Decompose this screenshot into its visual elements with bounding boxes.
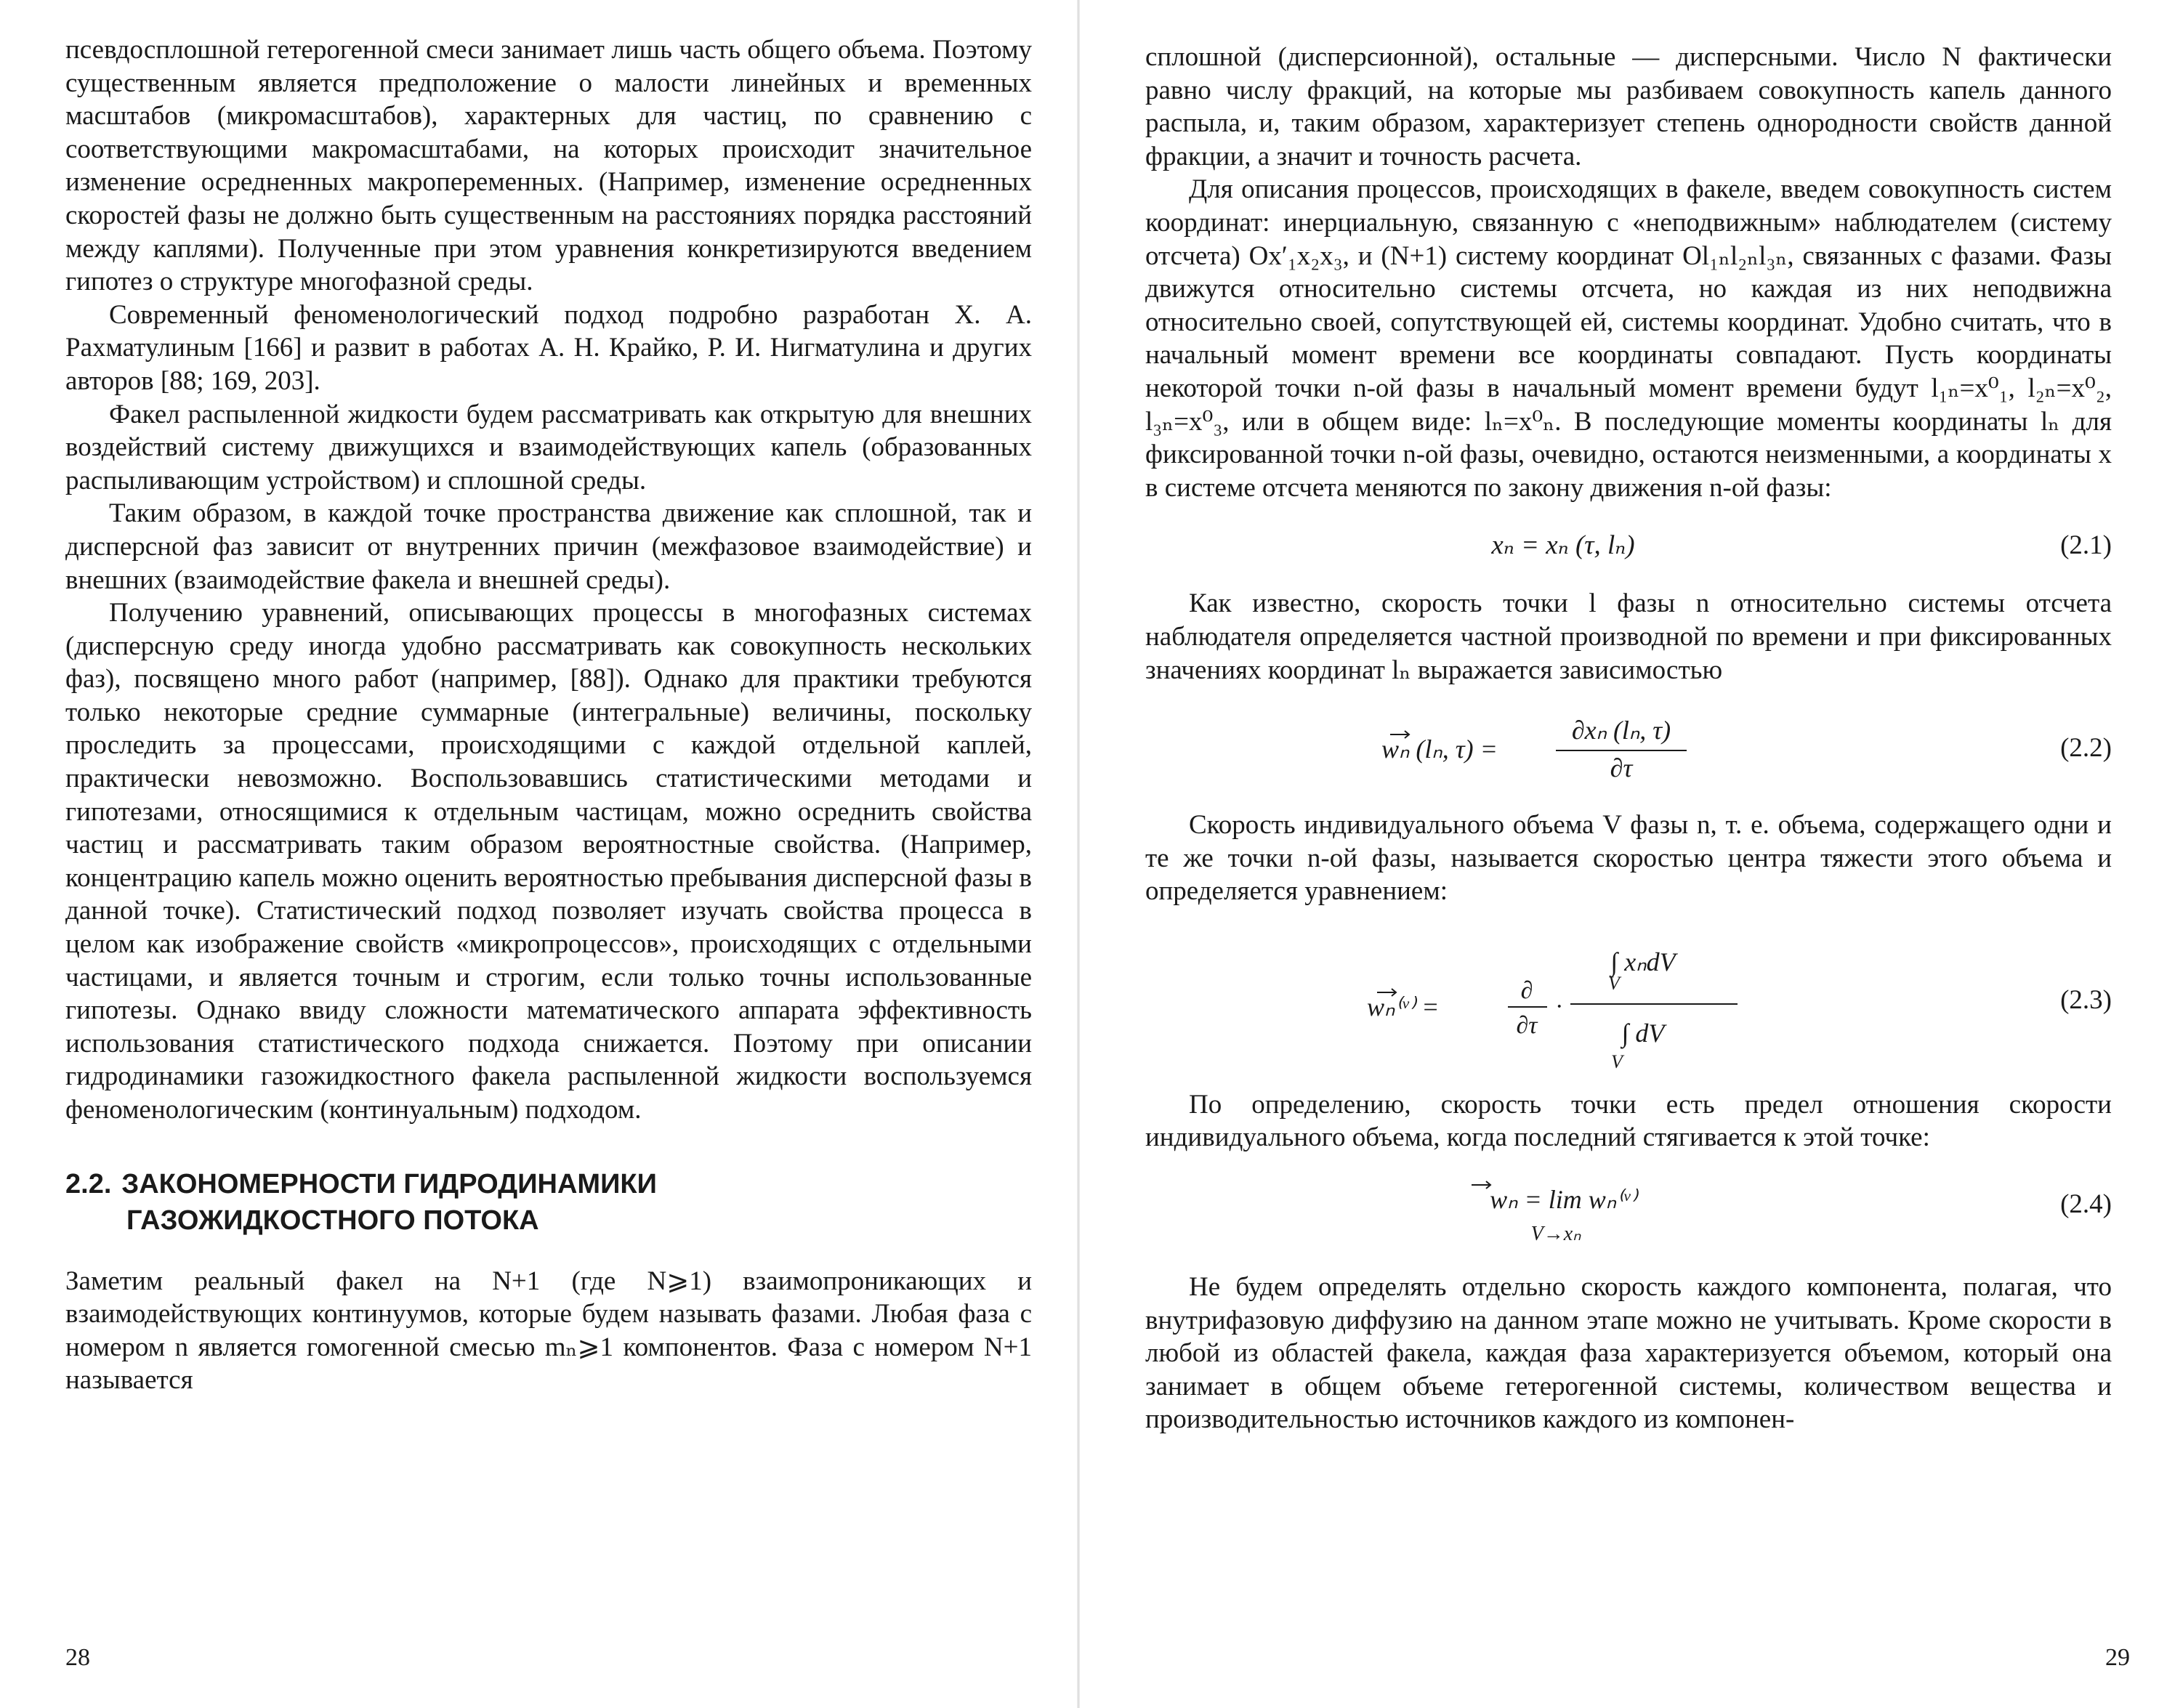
left-page-text (65, 33, 1032, 1397)
equation-2-4-graphic (1418, 1169, 1708, 1249)
equation-number: (2.3) (2060, 984, 2112, 1015)
equation-number: (2.2) (2060, 733, 2112, 764)
paragraph: Как известно, скорость точки l фазы n относительно системы отсчета наблюдателя определяется частной производной по времени и при фиксированных значениях координат lₙ выражается зависимостью (1145, 588, 2112, 685)
operator-denominator: ∂τ (1516, 1011, 1538, 1039)
section-heading (65, 1166, 1032, 1239)
paragraph: сплошной (дисперсионной), остальные — дисперсными. Число N фактически равно числу фракций, на которые мы разбиваем совокупность капель данного распыла, и, таким образом, характеризует степень однородности свойств данной фракции, а значит и точность расчета. (1145, 42, 2112, 171)
equation-2-2 (1145, 713, 2112, 782)
section-number: 2.2. (65, 1168, 112, 1199)
paragraph: Современный феноменологический подход подробно разработан Х. А. Рахматулиным [166] и развит в работах А. Н. Крайко, Р. И. Нигматулина и других авторов [88; 169, 203]. (65, 299, 1032, 396)
left-page (0, 0, 1079, 1708)
equation-body: xₙ = xₙ (τ, lₙ) (1491, 530, 1635, 561)
equation-number: (2.1) (2060, 530, 2112, 561)
equation-2-4 (1145, 1169, 2112, 1249)
equation-number: (2.4) (2060, 1189, 2112, 1220)
paragraph: Получению уравнений, описывающих процессы в многофазных системах (дисперсную среду иногда удобно рассматривать как совокупность нескольких фаз), посвящено много работ (например, [88]). Однако для практики требуются только некоторые средние суммарные (интегральные) величины, поскольку проследить за процессами, происходящими с каждой отдельной каплей, практически невозможно. Воспользовавшись статистическими методами и гипотезами, относящимися к отдельным частицам, можно осреднить свойства частиц и рассматривать таким образом вероятностные свойства. (Например, концентрацию капель можно оценить вероятностью пребывания дисперсной фазы в данной точке). Статистический подход позволяет изучать свойства процесса в целом как изображение свойств «микропроцессов», происходящих с отдельными частицами, и является точным и строгим, если только точны использованные гипотезы. Однако ввиду сложности математического аппарата эффективность использования статистического подхода снижается. Поэтому при описании гидродинамики газожидкостного факела распыленной жидкости воспользуемся феноменологическим (континуальным) подходом. (65, 598, 1032, 1125)
paragraph: Факел распыленной жидкости будем рассматривать как открытую для внешних воздействий систему движущихся и взаимодействующих капель (образованных распыливающим устройством) и сплошной среды. (65, 399, 1032, 495)
paragraph: псевдосплошной гетерогенной смеси занимает лишь часть общего объема. Поэтому существенным является предположение о малости линейных и временных масштабов (микромасштабов), характерных для частиц, по сравнению с соответствующими макромасштабами, на которых происходит значительное изменение осредненных макропеременных. (Например, изменение осредненных скоростей фазы не должно быть существенным на расстояниях порядка расстояний между каплями). Полученные при этом уравнения конкретизируются введением гипотез о структуре многофазной среды. (65, 35, 1032, 297)
paragraph: Заметим реальный факел на N+1 (где N⩾1) взаимопроникающих и взаимодействующих континуумов, которые будем называть фазами. Любая фаза с номером n является гомогенной смесью mₙ⩾1 компонентов. Фаза с номером N+1 называется (65, 1266, 1032, 1396)
dot-operator: · (1556, 992, 1562, 1020)
fraction-numerator: ∂xₙ (lₙ, τ) (1571, 716, 1671, 745)
operator-numerator: ∂ (1520, 976, 1533, 1004)
equation-2-2-graphic (1374, 713, 1752, 782)
equation-lhs: wₙ (lₙ, τ) = (1381, 734, 1498, 764)
fraction-denominator: ∂τ (1610, 753, 1633, 783)
equation-2-1 (1145, 523, 2112, 568)
right-page (1080, 0, 2159, 1708)
equation-2-3-graphic (1360, 926, 1767, 1071)
section-title-line1: ЗАКОНОМЕРНОСТИ ГИДРОДИНАМИКИ (121, 1168, 657, 1199)
paragraph: По определению, скорость точки есть предел отношения скорости индивидуального объема, когда последний стягивается к этой точке: (1145, 1089, 2112, 1153)
integral-subscript: V (1608, 972, 1620, 994)
section-title-line2: ГАЗОЖИДКОСТНОГО ПОТОКА (126, 1205, 539, 1236)
paragraph: Для описания процессов, происходящих в факеле, введем совокупность систем координат: инерциальную, связанную с «неподвижным» наблюдателем (систему отсчета) Ox′₁x₂x₃, и (N+1) систему координат Ol₁ₙl₂ₙl₃ₙ, связанных с фазами. Фазы движутся относительно системы отсчета, но каждая из них неподвижна относительно своей, сопутствующей ей, системы координат. Удобно считать, что в начальный момент времени все координаты совпадают. Пусть координаты некоторой точки n-ой фазы в начальный момент времени будут l₁ₙ=x⁰₁, l₂ₙ=x⁰₂, l₃ₙ=x⁰₃, или в общем виде: lₙ=x⁰ₙ. В последующие моменты координаты lₙ для фиксированной точки n-ой фазы, очевидно, остаются неизменными, а координаты x в системе отсчета меняются по закону движения n-ой фазы: (1145, 174, 2112, 503)
fraction-numerator: ∫ xₙdV (1610, 947, 1676, 976)
equation-lhs: wₙ⁽ᵛ⁾ = (1367, 992, 1440, 1021)
equation-body: wₙ = lim wₙ⁽ᵛ⁾ (1490, 1185, 1637, 1215)
right-page-text (1145, 41, 2112, 1436)
equation-2-3 (1145, 926, 2112, 1071)
paragraph: Таким образом, в каждой точке пространства движение как сплошной, так и дисперсной фаз зависит от внутренних причин (межфазовое взаимодействие) и внешних (взаимодействие факела и внешней среды). (65, 498, 1032, 595)
integral-subscript: V (1611, 1051, 1623, 1071)
paragraph: Не будем определять отдельно скорость каждого компонента, полагая, что внутрифазовую диффузию на данном этапе можно не учитывать. Кроме скорости в любой из областей факела, каждая фаза характеризуется объемом, который она занимает в общем объеме гетерогенной системы, количеством вещества и производительностью источников каждого из компонен- (1145, 1272, 2112, 1435)
limit-subscript: V→xₙ (1530, 1223, 1581, 1246)
page-number: 28 (65, 1644, 90, 1671)
page-number: 29 (2105, 1644, 2130, 1671)
fraction-denominator: ∫ dV (1621, 1018, 1665, 1048)
paragraph: Скорость индивидуального объема V фазы n, т. е. объема, содержащего одни и те же точки n-ой фазы, называется скоростью центра тяжести этого объема и определяется уравнением: (1145, 810, 2112, 907)
